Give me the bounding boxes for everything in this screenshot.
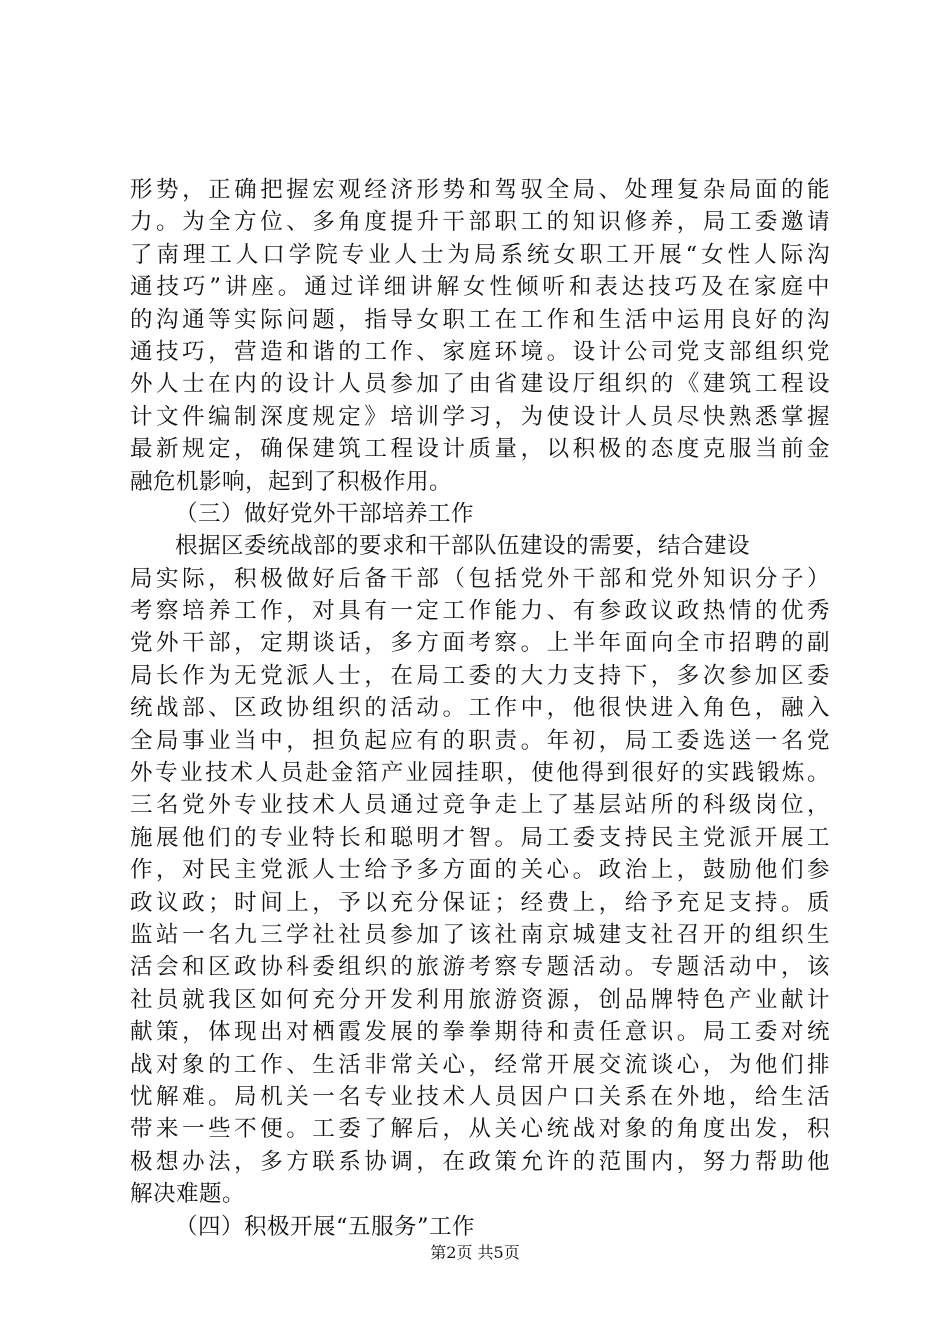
text-line: 监站一名九三学社社员参加了该社南京城建支社召开的组织生 (130, 921, 830, 948)
text-line: 活会和区政协科委组织的旅游考察专题活动。专题活动中，该 (130, 954, 830, 981)
text-line: （四）积极开展“五服务”工作 (175, 1213, 476, 1240)
section-heading (130, 1211, 830, 1243)
text-line: 通技巧”讲座。通过详细讲解女性倾听和表达技巧及在家庭中 (130, 274, 830, 301)
text-line: 党外干部，定期谈话，多方面考察。上半年面向全市招聘的副 (130, 630, 830, 657)
page-footer: 第2页 共5页 (430, 1243, 520, 1262)
text-line: 了南理工人口学院专业人士为局系统女职工开展“女性人际沟 (130, 241, 830, 268)
text-line: 战对象的工作、生活非常关心，经常开展交流谈心，为他们排 (130, 1051, 830, 1078)
text-line: 形势，正确把握宏观经济形势和驾驭全局、处理复杂局面的能 (130, 177, 830, 203)
text-line: 全局事业当中，担负起应有的职责。年初，局工委选送一名党 (130, 727, 830, 754)
text-line: 局实际，积极做好后备干部（包括党外干部和党外知识分子） (130, 565, 830, 592)
text-line: 带来一些不便。工委了解后，从关心统战对象的角度出发，积 (130, 1116, 830, 1143)
text-line: 外人士在内的设计人员参加了由省建设厅组织的《建筑工程设 (130, 371, 830, 398)
text-line: 通技巧，营造和谐的工作、家庭环境。设计公司党支部组织党 (130, 338, 830, 365)
text-line: 施展他们的专业特长和聪明才智。局工委支持民主党派开展工 (130, 824, 830, 851)
text-line: 政议政；时间上，予以充分保证；经费上，给予充足支持。质 (130, 889, 830, 916)
text-line: 献策，体现出对栖霞发展的拳拳期待和责任意识。局工委对统 (130, 1019, 830, 1046)
text-line: 外专业技术人员赴金箔产业园挂职，使他得到很好的实践锻炼。 (130, 760, 830, 787)
document-body (130, 174, 830, 1243)
text-line: 的沟通等实际问题，指导女职工在工作和生活中运用良好的沟 (130, 306, 830, 333)
text-line: 计文件编制深度规定》培训学习，为使设计人员尽快熟悉掌握 (130, 403, 830, 430)
text-line: 力。为全方位、多角度提升干部职工的知识修养，局工委邀请 (130, 209, 830, 236)
text-line: 最新规定，确保建筑工程设计质量，以积极的态度克服当前金 (130, 436, 830, 463)
paragraph (130, 174, 830, 498)
text-line: 解决难题。 (130, 1181, 246, 1208)
text-line: 作，对民主党派人士给予多方面的关心。政治上，鼓励他们参 (130, 857, 830, 884)
text-line: 考察培养工作，对具有一定工作能力、有参政议政热情的优秀 (130, 598, 830, 625)
text-line: 根据区委统战部的要求和干部队伍建设的需要，结合建设 (175, 533, 751, 560)
text-line: 融危机影响，起到了积极作用。 (130, 468, 453, 495)
text-line: 极想办法，多方联系协调，在政策允许的范围内，努力帮助他 (130, 1148, 830, 1175)
section-heading (130, 498, 830, 530)
paragraph (130, 530, 830, 1210)
text-line: 局长作为无党派人士，在局工委的大力支持下，多次参加区委 (130, 662, 830, 689)
text-line: 统战部、区政协组织的活动。工作中，他很快进入角色，融入 (130, 695, 830, 722)
text-line: 三名党外专业技术人员通过竞争走上了基层站所的科级岗位， (130, 792, 830, 819)
text-line: （三）做好党外干部培养工作 (175, 500, 475, 527)
text-line: 忧解难。局机关一名专业技术人员因户口关系在外地，给生活 (130, 1083, 830, 1110)
text-line: 社员就我区如何充分开发利用旅游资源，创品牌特色产业献计 (130, 986, 830, 1013)
